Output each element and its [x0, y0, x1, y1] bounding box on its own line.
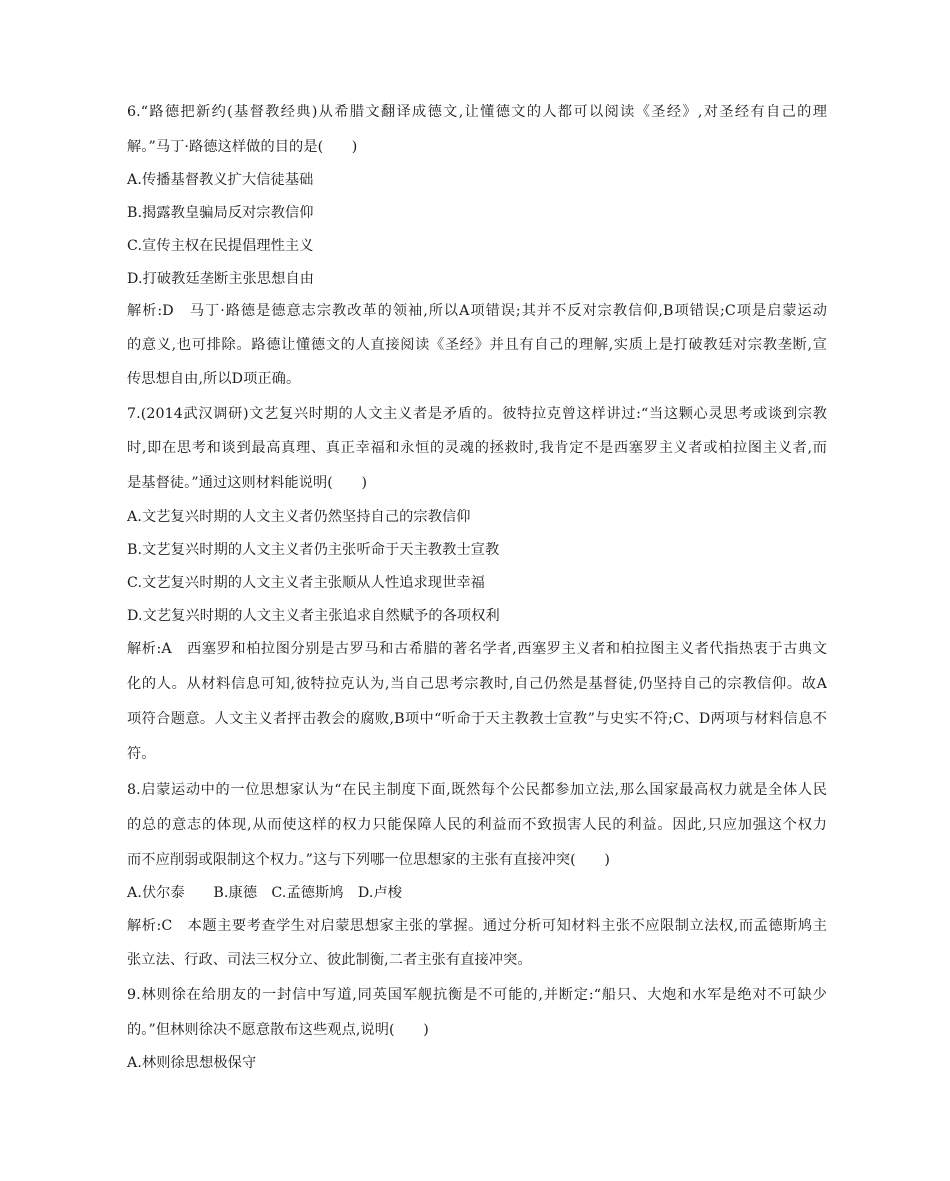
q7-analysis-line-4: 符。 [127, 746, 156, 762]
q8-options: A.伏尔泰 B.康德 C.孟德斯鸠 D.卢梭 [127, 885, 403, 901]
q7-stem-line-2: 时,即在思考和谈到最高真理、真正幸福和永恒的灵魂的拯救时,我肯定不是西塞罗主义者或柏拉图主义者,而 [127, 440, 827, 456]
q7-analysis-line-2: 化的人。从材料信息可知,彼特拉克认为,当自己思考宗教时,自己仍然是基督徒,仍坚持自己的宗教信仰。故A [127, 676, 827, 692]
q7-stem-line-3: 是基督徒。”通过这则材料能说明( ) [127, 475, 368, 491]
q6-stem-line-1: 6.“路德把新约(基督教经典)从希腊文翻译成德文,让懂德文的人都可以阅读《圣经》,对圣经有自己的理 [127, 104, 827, 120]
q6-analysis-line-1: 解析:D 马丁·路德是德意志宗教改革的领袖,所以A项错误;其并不反对宗教信仰,B项错误;C项是启蒙运动 [127, 303, 827, 319]
q9-stem-line-1: 9.林则徐在给朋友的一封信中写道,同英国军舰抗衡是不可能的,并断定:“船只、大炮和水军是绝对不可缺少 [127, 987, 827, 1003]
q8-analysis-line-2: 张立法、行政、司法三权分立、彼此制衡,二者主张有直接冲突。 [127, 952, 532, 968]
q8-analysis-line-1: 解析:C 本题主要考查学生对启蒙思想家主张的掌握。通过分析可知材料主张不应限制立法权,而孟德斯鸠主 [127, 918, 827, 934]
q7-stem-line-1: 7.(2014武汉调研)文艺复兴时期的人文主义者是矛盾的。彼特拉克曾这样讲过:“当这颗心灵思考或谈到宗教 [127, 406, 827, 422]
q7-option-c: C.文艺复兴时期的人文主义者主张顺从人性追求现世幸福 [127, 575, 485, 591]
q7-analysis-line-1: 解析:A 西塞罗和柏拉图分别是古罗马和古希腊的著名学者,西塞罗主义者和柏拉图主义者代指热衷于古典文 [127, 641, 827, 657]
q8-stem-line-2: 的总的意志的体现,从而使这样的权力只能保障人民的利益而不致损害人民的利益。因此,只应加强这个权力 [127, 817, 827, 833]
q6-analysis-line-2: 的意义,也可排除。路德让懂德文的人直接阅读《圣经》并且有自己的理解,实质上是打破教廷对宗教垄断,宣 [127, 337, 827, 353]
q8-stem-line-3: 而不应削弱或限制这个权力。”这与下列哪一位思想家的主张有直接冲突( ) [127, 852, 611, 868]
q7-option-b: B.文艺复兴时期的人文主义者仍主张听命于天主教教士宣教 [127, 542, 500, 558]
q9-stem-line-2: 的。”但林则徐决不愿意散布这些观点,说明( ) [127, 1022, 429, 1038]
q6-option-b: B.揭露教皇骗局反对宗教信仰 [127, 205, 314, 221]
q9-option-a: A.林则徐思想极保守 [127, 1055, 257, 1071]
q6-analysis-line-3: 传思想自由,所以D项正确。 [127, 371, 301, 387]
q7-analysis-line-3: 项符合题意。人文主义者抨击教会的腐败,B项中“听命于天主教教士宣教”与史实不符;C、D两项与材料信息不 [127, 711, 827, 727]
q7-option-a: A.文艺复兴时期的人文主义者仍然坚持自己的宗教信仰 [127, 509, 471, 525]
q7-option-d: D.文艺复兴时期的人文主义者主张追求自然赋予的各项权利 [127, 608, 500, 624]
q8-stem-line-1: 8.启蒙运动中的一位思想家认为“在民主制度下面,既然每个公民都参加立法,那么国家最高权力就是全体人民 [127, 782, 827, 798]
q6-option-c: C.宣传主权在民提倡理性主义 [127, 238, 314, 254]
q6-option-a: A.传播基督教义扩大信徒基础 [127, 172, 314, 188]
q6-option-d: D.打破教廷垄断主张思想自由 [127, 271, 315, 287]
q6-stem-line-2: 解。”马丁·路德这样做的目的是( ) [127, 139, 358, 155]
